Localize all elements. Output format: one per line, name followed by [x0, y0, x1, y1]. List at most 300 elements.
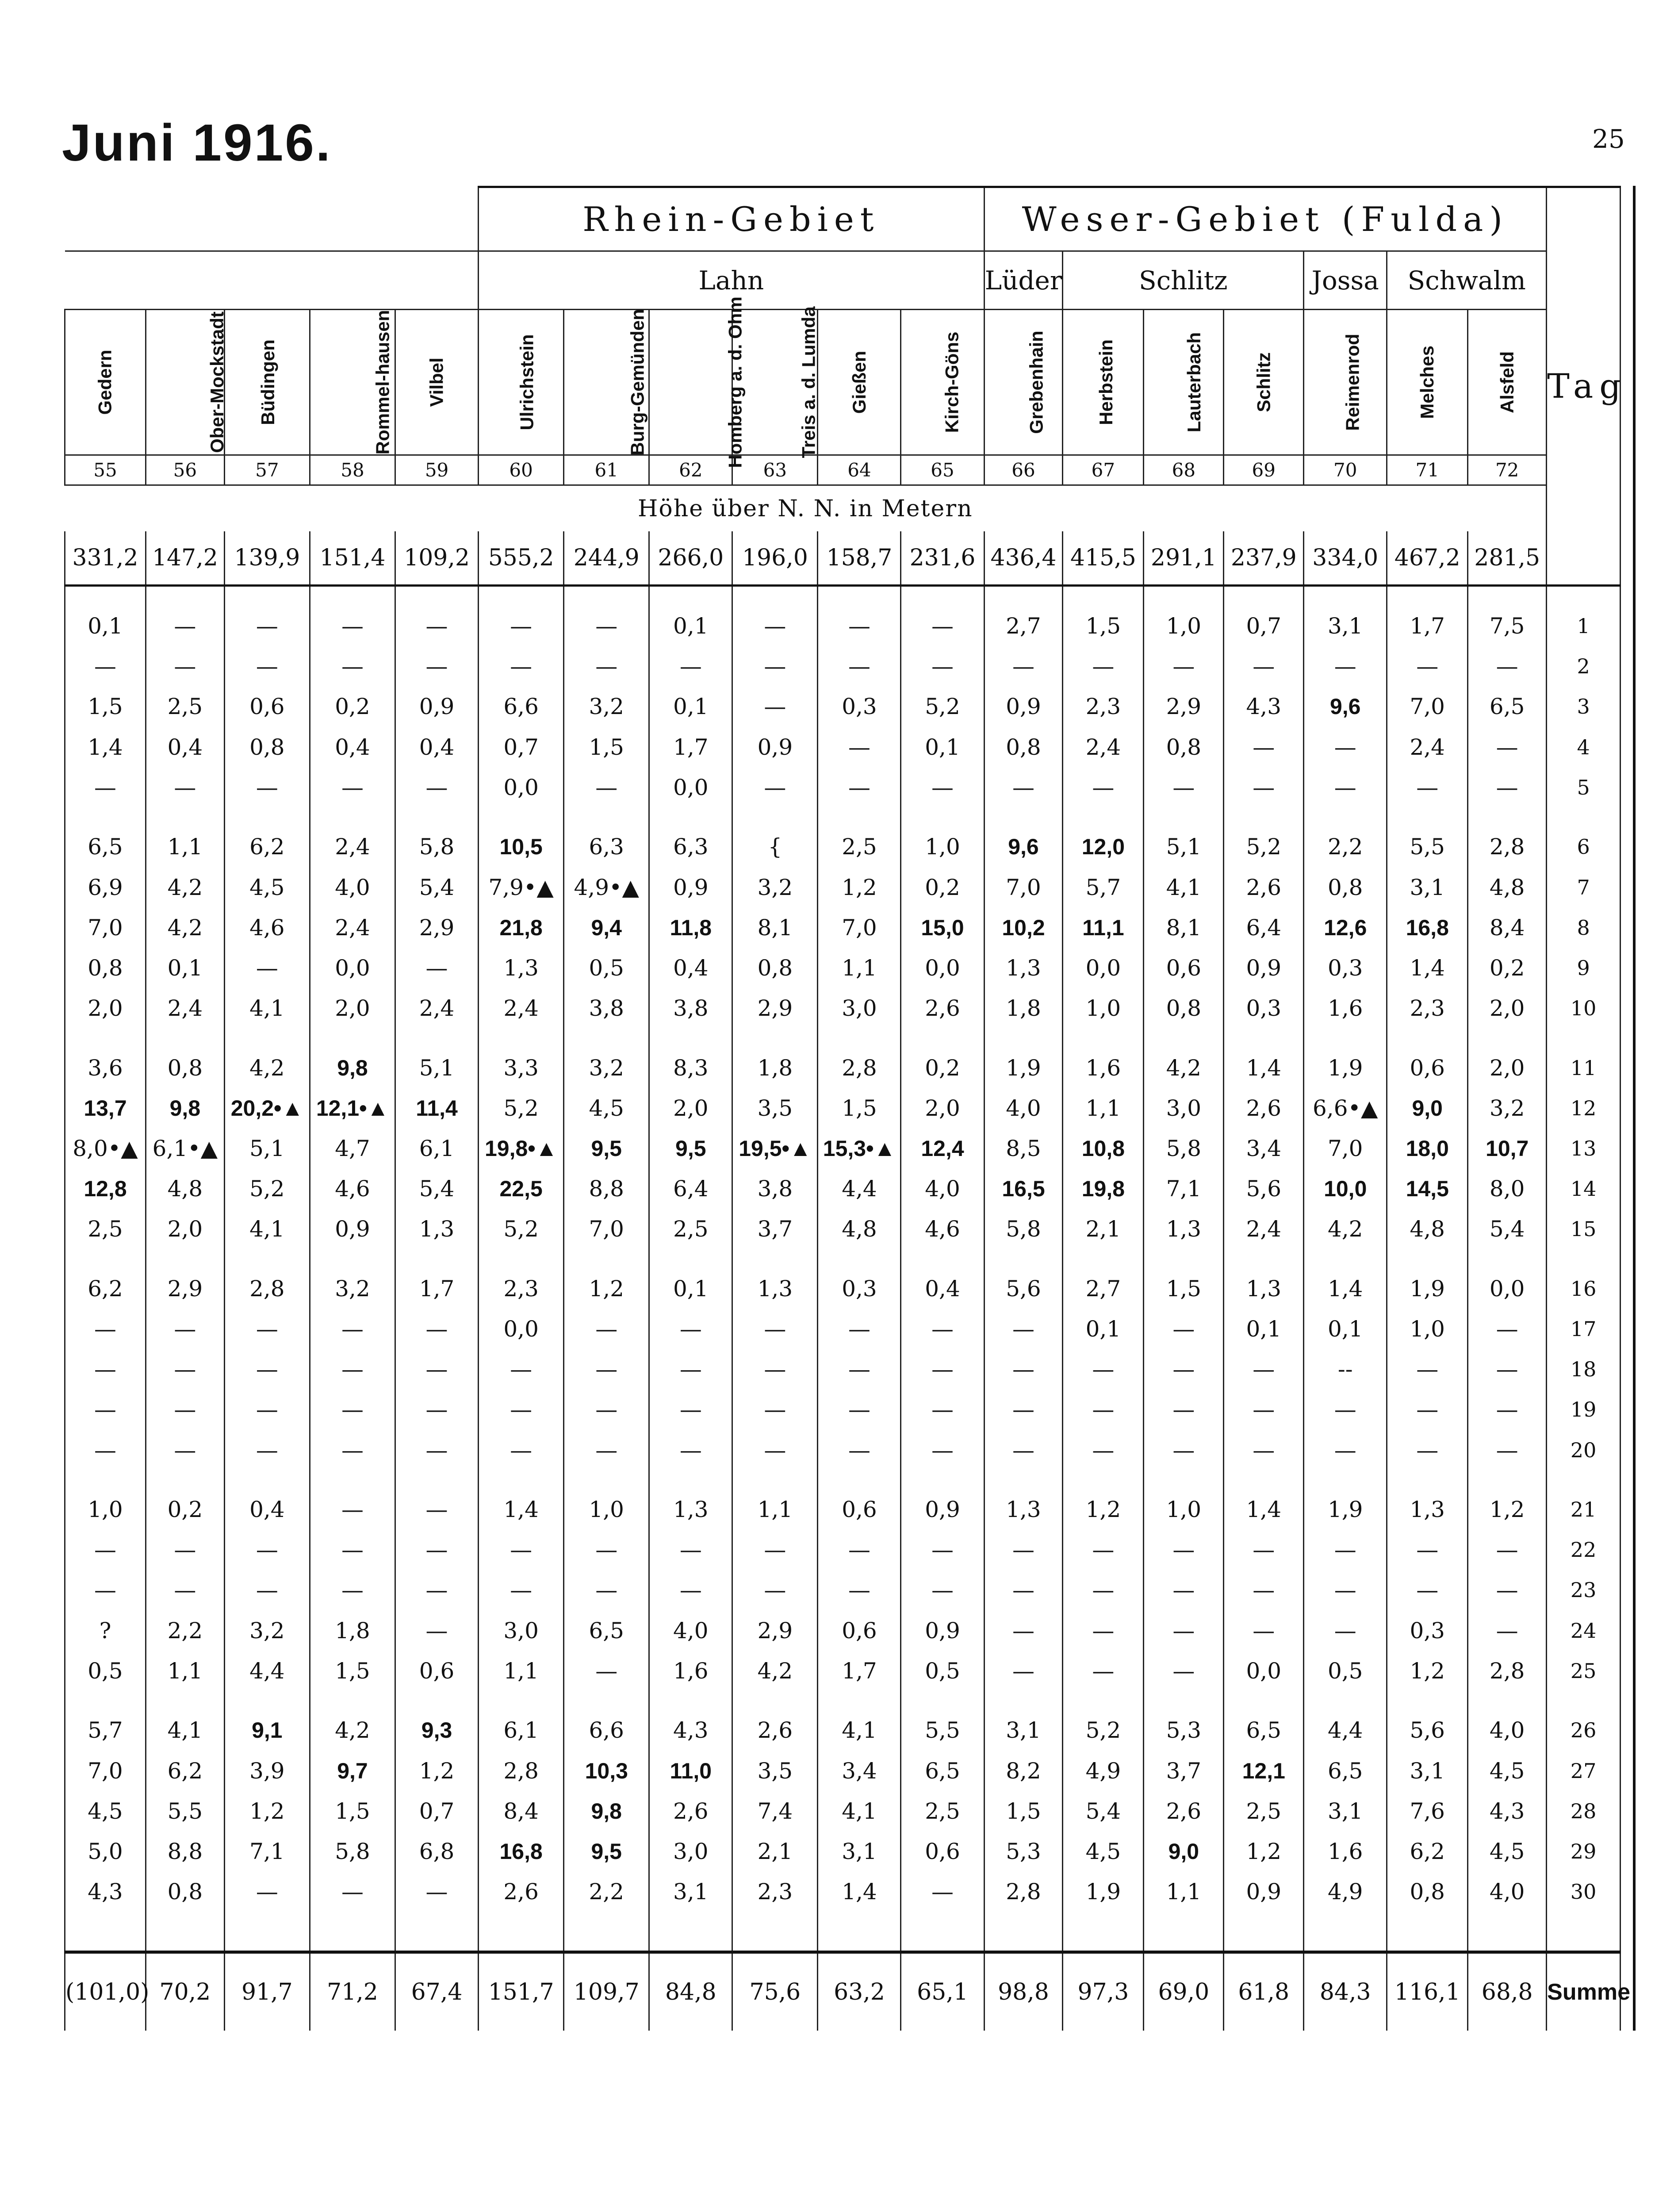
spacer-cell: [310, 1249, 395, 1268]
precip-value: 2,9: [146, 1268, 224, 1309]
precip-value: 0,0: [649, 767, 732, 807]
header-blank: [65, 187, 479, 251]
precip-value: 5,6: [984, 1268, 1063, 1309]
precip-value: —: [310, 1430, 395, 1470]
station-name: Kirch-Göns: [941, 331, 962, 433]
precip-value: [310, 1088, 395, 1128]
precip-value: 1,6: [1063, 1048, 1144, 1088]
heavy-rain-value: 9,5: [675, 1136, 706, 1161]
precip-value: 0,8: [984, 727, 1063, 767]
precip-value: 4,4: [224, 1651, 310, 1691]
precip-value: —: [479, 1349, 564, 1390]
precip-value: 2,6: [901, 988, 984, 1028]
day-number: 15: [1547, 1209, 1621, 1249]
precip-value: 4,9: [1063, 1751, 1144, 1791]
precip-value: —: [564, 1530, 649, 1570]
precip-value: 2,2: [1304, 827, 1387, 867]
station-number: 64: [818, 455, 901, 485]
heavy-rain-value: 12,1•▲: [316, 1095, 389, 1121]
precip-value: —: [310, 1530, 395, 1570]
spacer-cell: [732, 1029, 818, 1048]
precip-value: 1,3: [649, 1490, 732, 1530]
precip-value: —: [649, 1349, 732, 1390]
precip-value: 5,5: [901, 1710, 984, 1751]
precip-value: 0,3: [1304, 948, 1387, 988]
precip-value: 4,5: [564, 1088, 649, 1128]
spacer-cell: [1063, 585, 1144, 606]
precip-value: [1224, 1751, 1304, 1791]
sum-row: [65, 1952, 1621, 2031]
precip-value: 3,3: [479, 1048, 564, 1088]
station-altitude: 291,1: [1144, 531, 1224, 585]
heavy-rain-value: 9,7: [337, 1758, 368, 1783]
precip-value: —: [901, 606, 984, 646]
sum-value: 67,4: [395, 1952, 479, 2031]
spacer-cell: [1547, 1931, 1621, 1952]
spacer-cell: [901, 1029, 984, 1048]
precip-value: 2,3: [1387, 988, 1468, 1028]
precip-value: —: [649, 1570, 732, 1610]
page-number: 25: [1592, 124, 1625, 154]
precip-value: 0,1: [65, 606, 146, 646]
table-row: [65, 1309, 1621, 1349]
precip-value: 1,1: [479, 1651, 564, 1691]
precip-value: 7,0: [65, 907, 146, 948]
right-rule: [1633, 186, 1636, 2031]
spacer-cell: [649, 1912, 732, 1931]
heavy-rain-value: 19,8•▲: [484, 1136, 558, 1161]
precip-value: 2,2: [146, 1610, 224, 1651]
precip-value: —: [479, 1570, 564, 1610]
precip-value: —: [479, 606, 564, 646]
precip-value: —: [224, 1349, 310, 1390]
precip-value: —: [901, 1349, 984, 1390]
precip-value: [1063, 1128, 1144, 1168]
precip-value: —: [984, 767, 1063, 807]
precip-value: 3,7: [732, 1209, 818, 1249]
precip-value: 0,9: [901, 1610, 984, 1651]
precip-value: 1,0: [1144, 606, 1224, 646]
precip-value: 0,6: [395, 1651, 479, 1691]
heavy-rain-value: 9,8: [591, 1798, 622, 1824]
spacer-cell: [1468, 585, 1547, 606]
day-number: 18: [1547, 1349, 1621, 1390]
precip-value: [649, 907, 732, 948]
sum-value: 65,1: [901, 1952, 984, 2031]
sum-value: 69,0: [1144, 1952, 1224, 2031]
basin-jossa: Jossa: [1304, 251, 1387, 309]
precip-value: [1304, 907, 1387, 948]
precip-value: 2,4: [479, 988, 564, 1028]
spacer-cell: [146, 1912, 224, 1931]
spacer-cell: [1547, 1029, 1621, 1048]
spacer-cell: [1547, 807, 1621, 826]
spacer-cell: [984, 1931, 1063, 1952]
table-row: [65, 1831, 1621, 1871]
station-number: 56: [146, 455, 224, 485]
heavy-rain-value: 13,7: [84, 1095, 127, 1121]
day-number: 30: [1547, 1872, 1621, 1912]
precip-value: —: [1063, 1570, 1144, 1610]
spacer-cell: [1387, 1249, 1468, 1268]
precip-value: 3,2: [1468, 1088, 1547, 1128]
spacer-cell: [395, 1912, 479, 1931]
precip-value: [1387, 1169, 1468, 1209]
precip-value: —: [984, 1309, 1063, 1349]
precip-value: 0,7: [479, 727, 564, 767]
precip-value: 6,3: [564, 827, 649, 867]
precip-value: —: [984, 1651, 1063, 1691]
precip-value: —: [649, 1390, 732, 1430]
precip-value: 4,5: [1468, 1751, 1547, 1791]
precip-value: 0,7: [395, 1791, 479, 1831]
basin-schwalm: Schwalm: [1387, 251, 1547, 309]
station-altitude: 555,2: [479, 531, 564, 585]
station-name-cell: [310, 309, 395, 455]
spacer-cell: [1144, 585, 1224, 606]
table-row: [65, 1430, 1621, 1470]
precip-value: 0,0: [901, 948, 984, 988]
precip-value: —: [395, 1610, 479, 1651]
precip-value: 2,0: [310, 988, 395, 1028]
spacer-cell: [1468, 807, 1547, 826]
spacer-cell: [224, 1249, 310, 1268]
day-number: 6: [1547, 827, 1621, 867]
precip-value: —: [818, 1390, 901, 1430]
precip-value: 0,2: [146, 1490, 224, 1530]
spacer-cell: [146, 1249, 224, 1268]
spacer-cell: [224, 1931, 310, 1952]
precip-value: 5,2: [479, 1209, 564, 1249]
precip-value: —: [818, 606, 901, 646]
precip-value: 6,5: [901, 1751, 984, 1791]
precip-value: 4,4: [1304, 1710, 1387, 1751]
precip-value: 8,1: [1144, 907, 1224, 948]
precip-value: [1304, 687, 1387, 727]
spacer-cell: [984, 1029, 1063, 1048]
precip-value: 0,8: [146, 1048, 224, 1088]
precip-value: 4,3: [65, 1872, 146, 1912]
precip-value: [479, 1128, 564, 1168]
precip-value: —: [1224, 727, 1304, 767]
precip-value: —: [1063, 1610, 1144, 1651]
precip-value: 8,8: [564, 1169, 649, 1209]
spacer-cell: [1144, 1470, 1224, 1489]
precip-value: 2,6: [1144, 1791, 1224, 1831]
precip-value: 3,5: [732, 1751, 818, 1791]
precip-value: —: [1304, 1610, 1387, 1651]
precip-value: 0,9: [901, 1490, 984, 1530]
precip-value: —: [224, 767, 310, 807]
precip-value: —: [732, 646, 818, 687]
precip-value: [224, 1088, 310, 1128]
precip-value: 0,5: [564, 948, 649, 988]
heavy-rain-value: 11,1: [1082, 915, 1124, 940]
spacer-cell: [901, 807, 984, 826]
precip-value: [984, 1169, 1063, 1209]
precip-value: 3,6: [65, 1048, 146, 1088]
station-name: Melches: [1417, 345, 1438, 419]
station-name-cell: [395, 309, 479, 455]
precip-value: 7,4: [732, 1791, 818, 1831]
precip-value: 0,0: [479, 767, 564, 807]
spacer-cell: [479, 1470, 564, 1489]
heavy-rain-value: 12,0: [1081, 834, 1125, 860]
station-number: 70: [1304, 455, 1387, 485]
precip-value: 0,3: [818, 687, 901, 727]
table-row: [65, 1490, 1621, 1530]
spacer-cell: [224, 1912, 310, 1931]
precip-value: —: [984, 646, 1063, 687]
spacer-cell: [65, 1470, 146, 1489]
precip-value: 7,9•▲: [479, 867, 564, 907]
station-name-cell: [146, 309, 227, 455]
precip-value: 0,6: [818, 1610, 901, 1651]
precip-value: 1,6: [1304, 1831, 1387, 1871]
table-row: [65, 1751, 1621, 1791]
precip-value: —: [1468, 727, 1547, 767]
precip-value: —: [1304, 1530, 1387, 1570]
precip-value: 0,1: [1063, 1309, 1144, 1349]
precip-value: 5,4: [395, 867, 479, 907]
precip-value: 5,4: [395, 1169, 479, 1209]
precip-value: —: [732, 1530, 818, 1570]
station-altitude: 334,0: [1304, 531, 1387, 585]
precipitation-table: [64, 186, 1630, 2031]
precip-value: —: [395, 1872, 479, 1912]
precip-value: —: [649, 1309, 732, 1349]
precip-value: 2,5: [146, 687, 224, 727]
spacer-cell: [1387, 1912, 1468, 1931]
precip-value: —: [901, 1309, 984, 1349]
precip-value: 5,2: [1224, 827, 1304, 867]
spacer-cell: [649, 1249, 732, 1268]
spacer-cell: [395, 1931, 479, 1952]
spacer-cell: [1144, 1249, 1224, 1268]
spacer-cell: [1304, 585, 1387, 606]
precip-value: —: [564, 1430, 649, 1470]
spacer-cell: [1547, 1470, 1621, 1489]
precip-value: 2,8: [984, 1872, 1063, 1912]
altitude-label: Höhe über N. N. in Metern: [638, 495, 973, 522]
precip-value: —: [649, 1430, 732, 1470]
table-row: [65, 687, 1621, 727]
precip-value: 2,5: [649, 1209, 732, 1249]
precip-value: 5,3: [984, 1831, 1063, 1871]
spacer-cell: [732, 1470, 818, 1489]
station-name: Reimenrod: [1342, 334, 1363, 431]
precip-value: 3,0: [1144, 1088, 1224, 1128]
precip-value: 3,1: [984, 1710, 1063, 1751]
heavy-rain-value: 18,0: [1406, 1136, 1449, 1161]
precip-value: 5,7: [1063, 867, 1144, 907]
precip-value: 5,8: [310, 1831, 395, 1871]
heavy-rain-value: 10,7: [1486, 1136, 1529, 1161]
precip-value: —: [65, 1309, 146, 1349]
precip-value: —: [1144, 1530, 1224, 1570]
station-number: 67: [1063, 455, 1144, 485]
precip-value: —: [224, 1530, 310, 1570]
spacer-cell: [224, 807, 310, 826]
heavy-rain-value: 10,5: [499, 834, 543, 860]
precip-value: 5,5: [1387, 827, 1468, 867]
precip-value: 6,8: [395, 1831, 479, 1871]
sum-value: 70,2: [146, 1952, 224, 2031]
spacer-cell: [1387, 807, 1468, 826]
precip-value: —: [1063, 1430, 1144, 1470]
precip-value: 1,3: [984, 1490, 1063, 1530]
precip-value: 2,8: [224, 1268, 310, 1309]
precip-value: 4,4: [818, 1169, 901, 1209]
precip-value: [146, 1088, 224, 1128]
precip-value: [1387, 907, 1468, 948]
precip-value: 2,0: [1468, 988, 1547, 1028]
precip-value: 2,5: [65, 1209, 146, 1249]
precip-value: —: [1063, 1651, 1144, 1691]
precip-value: [984, 907, 1063, 948]
precip-value: —: [564, 1349, 649, 1390]
heavy-rain-value: 21,8: [499, 915, 543, 940]
precip-value: 4,2: [732, 1651, 818, 1691]
region-rhein: Rhein-Gebiet: [479, 187, 984, 251]
precip-value: —: [901, 1390, 984, 1430]
heavy-rain-value: 11,0: [670, 1758, 712, 1783]
precip-value: —: [564, 606, 649, 646]
precip-value: 4,6: [901, 1209, 984, 1249]
precip-value: —: [224, 646, 310, 687]
precip-value: 1,8: [310, 1610, 395, 1651]
station-altitude: 281,5: [1468, 531, 1547, 585]
station-name: Burg-Gemünden: [627, 309, 648, 456]
precip-value: —: [1063, 1349, 1144, 1390]
basin-blank: [65, 251, 479, 309]
day-number: 5: [1547, 767, 1621, 807]
precip-value: 2,9: [395, 907, 479, 948]
precip-value: 1,1: [732, 1490, 818, 1530]
spacer-cell: [1468, 1029, 1547, 1048]
day-number: 24: [1547, 1610, 1621, 1651]
sum-label: Summe: [1547, 1952, 1621, 2031]
spacer-cell: [65, 1249, 146, 1268]
precip-value: 4,8: [1387, 1209, 1468, 1249]
sum-value: 71,2: [310, 1952, 395, 2031]
precip-value: 4,3: [1224, 687, 1304, 727]
precip-value: 1,1: [1063, 1088, 1144, 1128]
spacer-cell: [146, 1931, 224, 1952]
precip-value: —: [901, 1570, 984, 1610]
precip-value: —: [1144, 1309, 1224, 1349]
precip-value: 4,0: [984, 1088, 1063, 1128]
day-number: 25: [1547, 1651, 1621, 1691]
precip-value: 2,0: [1468, 1048, 1547, 1088]
precip-value: 1,2: [395, 1751, 479, 1791]
precip-value: —: [395, 606, 479, 646]
day-number: 13: [1547, 1128, 1621, 1168]
precip-value: —: [1468, 1570, 1547, 1610]
station-altitude: 331,2: [65, 531, 146, 585]
precip-value: 3,2: [310, 1268, 395, 1309]
precip-value: —: [1063, 1390, 1144, 1430]
precip-value: 4,7: [310, 1128, 395, 1168]
spacer-cell: [1304, 1470, 1387, 1489]
precip-value: 3,1: [1304, 606, 1387, 646]
heavy-rain-value: 9,3: [421, 1718, 452, 1743]
precip-value: 1,2: [1468, 1490, 1547, 1530]
table-row: [65, 1048, 1621, 1088]
precip-value: 5,2: [479, 1088, 564, 1128]
precip-value: 2,4: [1387, 727, 1468, 767]
spacer-row: [65, 585, 1621, 606]
precip-value: 1,7: [649, 727, 732, 767]
precip-value: 2,4: [146, 988, 224, 1028]
precip-value: 1,3: [984, 948, 1063, 988]
spacer-cell: [564, 1029, 649, 1048]
precip-value: 7,6: [1387, 1791, 1468, 1831]
precip-value: 0,3: [1224, 988, 1304, 1028]
spacer-cell: [1144, 807, 1224, 826]
station-name: Treis a. d. Lumda: [798, 306, 819, 458]
spacer-cell: [984, 1249, 1063, 1268]
precip-value: 5,2: [1063, 1710, 1144, 1751]
spacer-cell: [224, 1029, 310, 1048]
precip-value: 6,5: [1468, 687, 1547, 727]
precip-value: 0,0: [479, 1309, 564, 1349]
spacer-cell: [818, 1691, 901, 1710]
precip-value: 4,2: [1304, 1209, 1387, 1249]
table-row: [65, 1570, 1621, 1610]
precip-value: [479, 907, 564, 948]
precip-value: —: [1224, 1390, 1304, 1430]
spacer-cell: [224, 1691, 310, 1710]
precip-value: —: [818, 1430, 901, 1470]
station-name: Ulrichstein: [516, 334, 537, 430]
station-name: Lauterbach: [1184, 332, 1205, 432]
precip-value: 0,1: [1224, 1309, 1304, 1349]
precip-value: 2,9: [1144, 687, 1224, 727]
heavy-rain-value: 9,4: [591, 915, 622, 940]
table-row: [65, 907, 1621, 948]
spacer-cell: [818, 807, 901, 826]
spacer-cell: [564, 1931, 649, 1952]
day-number: 29: [1547, 1831, 1621, 1871]
precip-value: [395, 1088, 479, 1128]
sum-value: 84,3: [1304, 1952, 1387, 2031]
spacer-cell: [479, 807, 564, 826]
precip-value: 1,6: [649, 1651, 732, 1691]
day-number: 28: [1547, 1791, 1621, 1831]
precip-value: 1,3: [1144, 1209, 1224, 1249]
table-row: [65, 1268, 1621, 1309]
precip-value: 1,9: [1063, 1872, 1144, 1912]
sum-value: 63,2: [818, 1952, 901, 2031]
precip-value: 8,4: [1468, 907, 1547, 948]
station-name-cell: [1224, 309, 1304, 455]
spacer-cell: [1304, 1249, 1387, 1268]
precip-value: 1,8: [732, 1048, 818, 1088]
precip-value: 0,3: [818, 1268, 901, 1309]
day-number: 2: [1547, 646, 1621, 687]
precip-value: 8,2: [984, 1751, 1063, 1791]
station-altitude: 109,2: [395, 531, 479, 585]
precip-value: 1,4: [479, 1490, 564, 1530]
spacer-cell: [732, 1931, 818, 1952]
day-number: 20: [1547, 1430, 1621, 1470]
spacer-cell: [818, 1912, 901, 1931]
precip-value: 3,2: [564, 687, 649, 727]
precip-value: —: [146, 1349, 224, 1390]
spacer-cell: [224, 1470, 310, 1489]
spacer-cell: [224, 585, 310, 606]
